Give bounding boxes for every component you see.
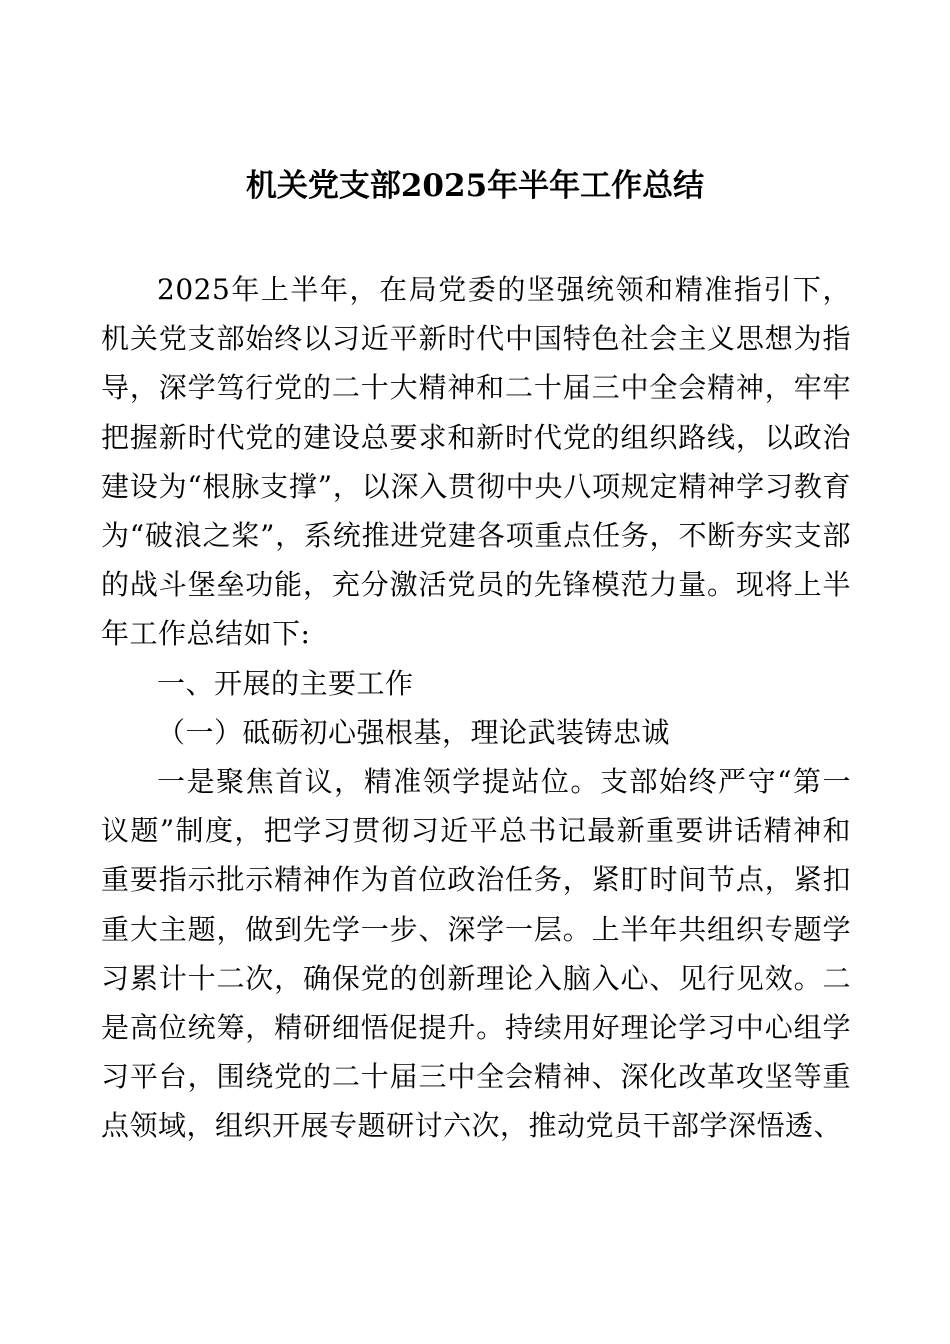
document-body	[101, 265, 851, 1151]
section-heading-1: 一、开展的主要工作	[157, 666, 414, 700]
body-paragraph: 一是聚焦首议，精准领学提站位。支部始终严守“第一议题”制度，把学习贯彻习近平总书记最新重要讲话精神和重要指示批示精神作为首位政治任务，紧盯时间节点，紧扣重大主题，做到先学一步、深学一层。上半年共组织专题学习累计十二次，确保党的创新理论入脑入心、见行见效。二是高位统筹，精研细悟促提升。持续用好理论学习中心组学习平台，围绕党的二十届三中全会精神、深化改革攻坚等重点领域，组织开展专题研讨六次，推动党员干部学深悟透、	[101, 765, 851, 1143]
intro-paragraph: 2025年上半年，在局党委的坚强统领和精准指引下，机关党支部始终以习近平新时代中国特色社会主义思想为指导，深学笃行党的二十大精神和二十届三中全会精神，牢牢把握新时代党的建设总要求和新时代党的组织路线，以政治建设为“根脉支撑”，以深入贯彻中央八项规定精神学习教育为“破浪之桨”，系统推进党建各项重点任务，不断夯实支部的战斗堡垒功能，充分激活党员的先锋模范力量。现将上半年工作总结如下:	[101, 273, 851, 651]
document-title: 机关党支部2025年半年工作总结	[245, 168, 705, 204]
subsection-heading-1: （一）砥砺初心强根基，理论武装铸忠诚	[157, 715, 671, 749]
